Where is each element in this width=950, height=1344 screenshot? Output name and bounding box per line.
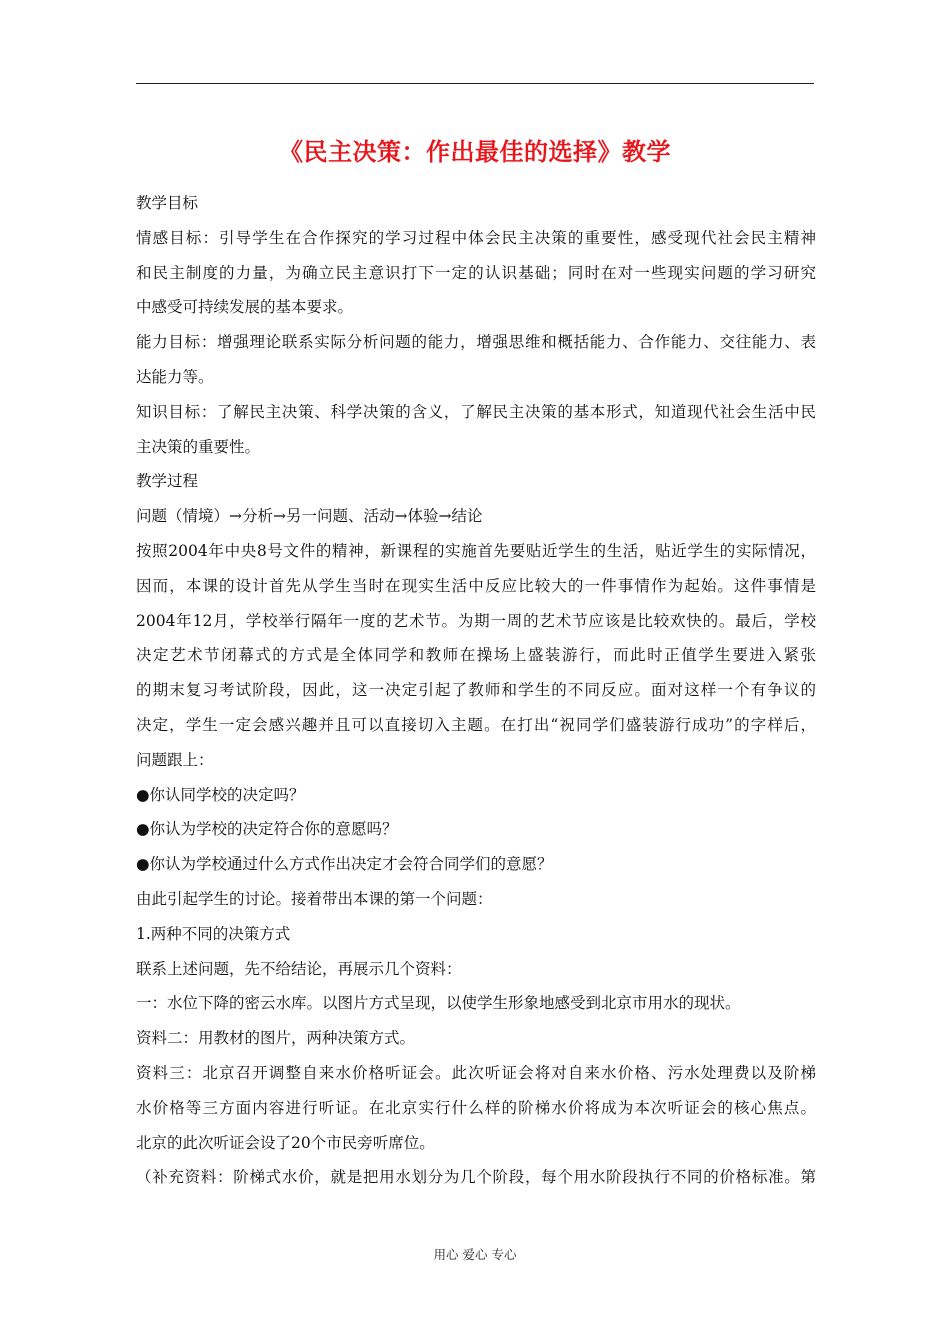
page-title: 《民主决策：作出最佳的选择》教学 — [279, 138, 671, 166]
text-line: 教学过程 — [136, 472, 199, 491]
text-line: 问题（情境）→分析→另一问题、活动→体验→结论 — [136, 507, 483, 526]
text-line: 能力目标：增强理论联系实际分析问题的能力，增强思维和概括能力、合作能力、交往能力、表 — [136, 333, 816, 352]
body-text — [136, 186, 816, 1195]
text-line: 决定，学生一定会感兴趣并且可以直接切入主题。在打出“祝同学们盛装游行成功”的字样后， — [136, 715, 816, 734]
text-line: 资料三：北京召开调整自来水价格听证会。此次听证会将对自来水价格、污水处理费以及阶梯 — [136, 1063, 816, 1082]
text-line: ●你认为学校的决定符合你的意愿吗？ — [136, 820, 398, 839]
text-line: 问题跟上： — [136, 750, 214, 769]
text-line: 一：水位下降的密云水库。以图片方式呈现，以使学生形象地感受到北京市用水的现状。 — [136, 994, 741, 1013]
text-line: 按照2004年中央8号文件的精神，新课程的实施首先要贴近学生的生活，贴近学生的实际情况， — [136, 541, 816, 560]
text-line: 达能力等。 — [136, 367, 214, 386]
text-line: 中感受可持续发展的基本要求。 — [136, 298, 354, 317]
footer-text: 用心 爱心 专心 — [433, 1247, 517, 1262]
text-line: 因而，本课的设计首先从学生当时在现实生活中反应比较大的一件事情作为起始。这件事情是 — [136, 576, 816, 595]
text-line: 北京的此次听证会设了20个市民旁听席位。 — [136, 1133, 435, 1152]
text-line: （补充资料：阶梯式水价，就是把用水划分为几个阶段，每个用水阶段执行不同的价格标准。第 — [136, 1168, 816, 1187]
text-line: 1.两种不同的决策方式 — [136, 924, 291, 943]
text-line: 和民主制度的力量，为确立民主意识打下一定的认识基础；同时在对一些现实问题的学习研究 — [136, 263, 816, 282]
text-line: 2004年12月，学校举行隔年一度的艺术节。为期一周的艺术节应该是比较欢快的。最后，学校 — [136, 611, 816, 630]
text-line: 水价格等三方面内容进行听证。在北京实行什么样的阶梯水价将成为本次听证会的核心焦点。 — [136, 1098, 816, 1117]
text-line: 知识目标：了解民主决策、科学决策的含义，了解民主决策的基本形式，知道现代社会生活中民 — [136, 402, 816, 421]
text-line: 由此引起学生的讨论。接着带出本课的第一个问题： — [136, 889, 493, 908]
text-line: 联系上述问题，先不给结论，再展示几个资料： — [136, 959, 462, 978]
text-line: ●你认为学校通过什么方式作出决定才会符合同学们的意愿？ — [136, 855, 553, 874]
text-line: 教学目标 — [136, 194, 199, 212]
text-line: 决定艺术节闭幕式的方式是全体同学和教师在操场上盛装游行，而此时正值学生要进入紧张 — [136, 646, 816, 665]
text-line: ●你认同学校的决定吗？ — [136, 785, 305, 804]
header-rule — [136, 83, 814, 84]
text-line: 情感目标：引导学生在合作探究的学习过程中体会民主决策的重要性，感受现代社会民主精神 — [136, 228, 816, 247]
text-line: 的期末复习考试阶段，因此，这一决定引起了教师和学生的不同反应。面对这样一个有争议的 — [136, 681, 816, 700]
text-line: 资料二：用教材的图片，两种决策方式。 — [136, 1029, 416, 1048]
text-line: 主决策的重要性。 — [136, 437, 261, 456]
